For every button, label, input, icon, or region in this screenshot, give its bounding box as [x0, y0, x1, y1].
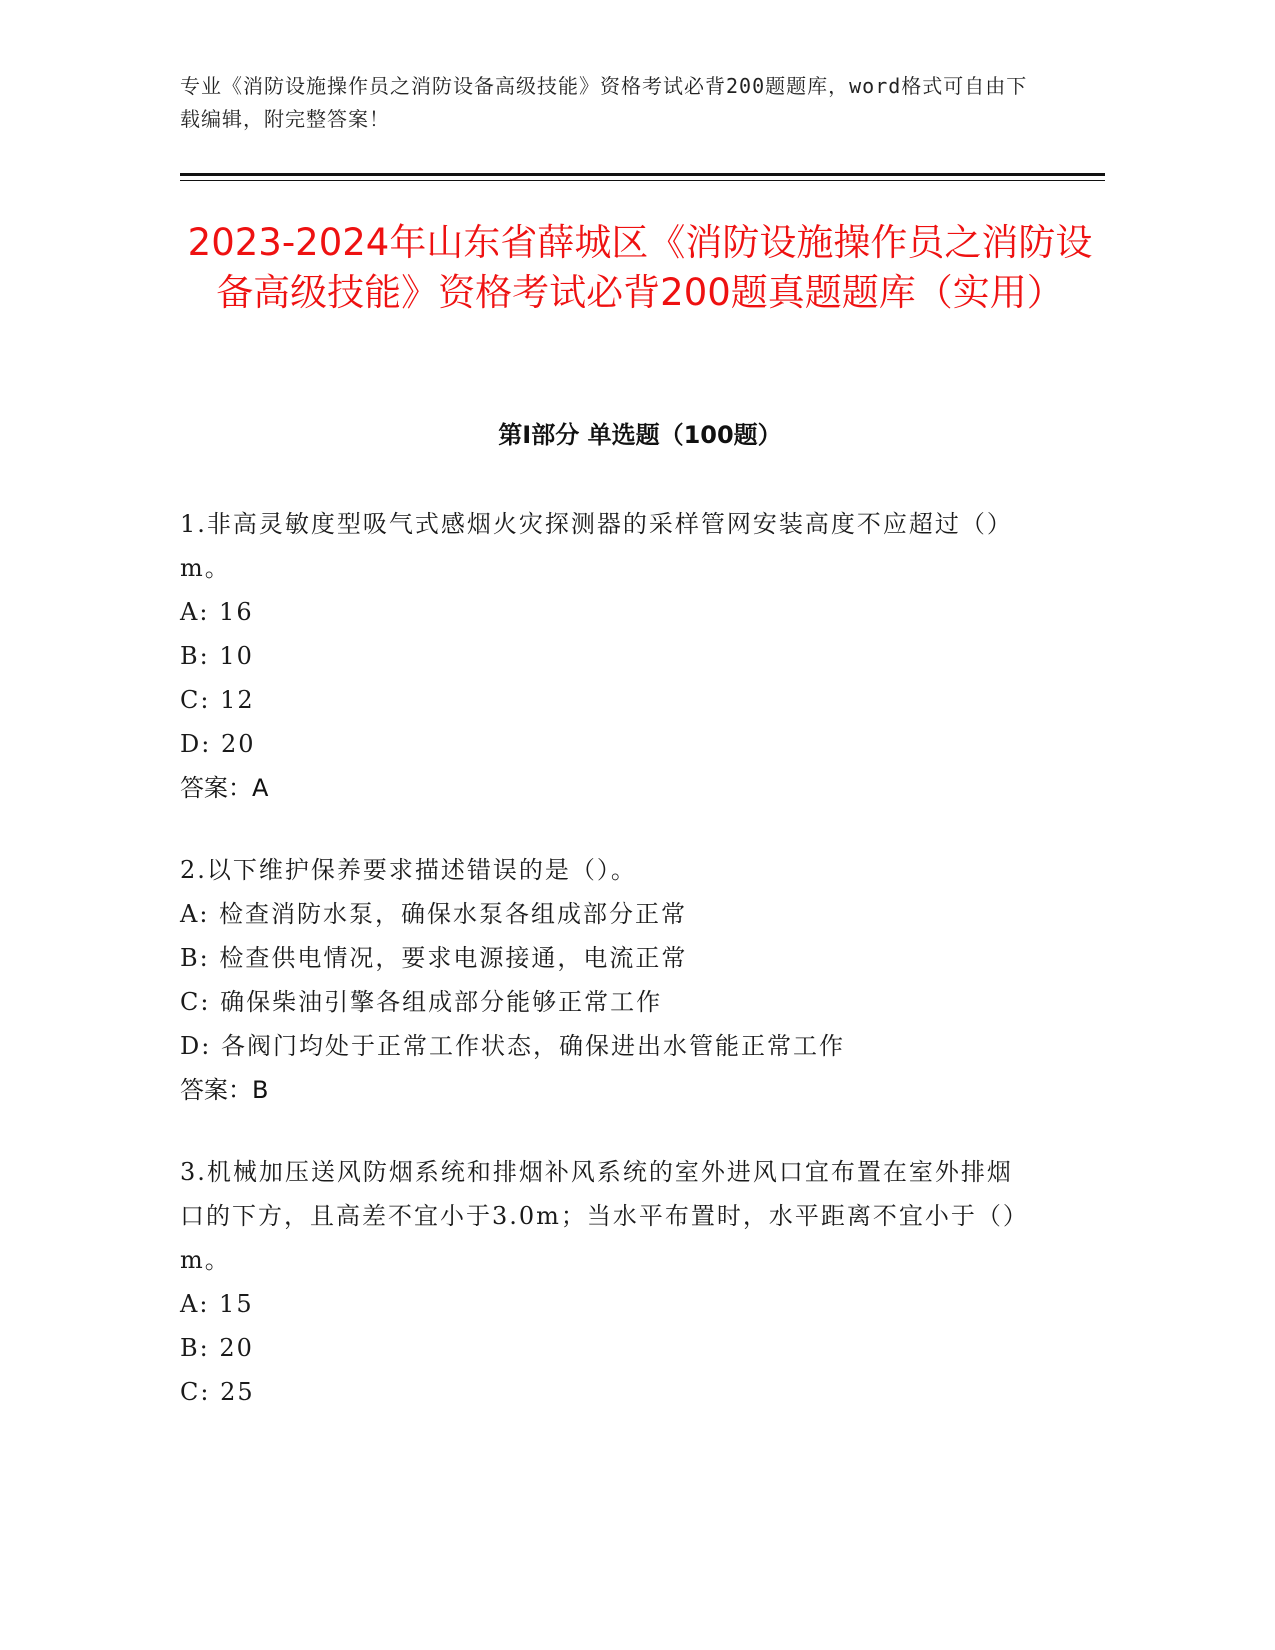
document-title: 2023-2024年山东省薛城区《消防设施操作员之消防设备高级技能》资格考试必背200题真题题库（实用） — [187, 221, 1093, 314]
option-b: B: 10 — [180, 642, 254, 670]
option-a: A: 检查消防水泵，确保水泵各组成部分正常 — [180, 900, 688, 928]
option-a: A: 15 — [180, 1290, 254, 1318]
option-b: B: 20 — [180, 1334, 254, 1362]
question-3 — [180, 1150, 1030, 1414]
header-divider-thick — [180, 173, 1105, 176]
option-c: C: 12 — [180, 686, 255, 714]
option-d: D: 20 — [180, 730, 256, 758]
question-stem: 1.非高灵敏度型吸气式感烟火灾探测器的采样管网安装高度不应超过（）m。 — [180, 510, 1013, 582]
option-c: C: 25 — [180, 1378, 255, 1406]
header-note: 专业《消防设施操作员之消防设备高级技能》资格考试必背200题题库，word格式可自由下载编辑，附完整答案！ — [180, 74, 1028, 131]
question-stem: 3.机械加压送风防烟系统和排烟补风系统的室外进风口宜布置在室外排烟口的下方，且高差不宜小于3.0m；当水平布置时，水平距离不宜小于（）m。 — [180, 1158, 1029, 1274]
header-divider-thin — [180, 180, 1105, 181]
answer: 答案：B — [180, 1076, 269, 1104]
answer: 答案：A — [180, 774, 269, 802]
option-c: C: 确保柴油引擎各组成部分能够正常工作 — [180, 988, 663, 1016]
option-b: B: 检查供电情况，要求电源接通，电流正常 — [180, 944, 688, 972]
question-stem: 2.以下维护保养要求描述错误的是（）。 — [180, 856, 637, 884]
section-title: 第I部分 单选题（100题） — [498, 421, 782, 449]
option-a: A: 16 — [180, 598, 254, 626]
question-2 — [180, 848, 1030, 1112]
option-d: D: 各阀门均处于正常工作状态，确保进出水管能正常工作 — [180, 1032, 845, 1060]
question-1 — [180, 502, 1030, 810]
question-list — [180, 502, 1030, 1452]
